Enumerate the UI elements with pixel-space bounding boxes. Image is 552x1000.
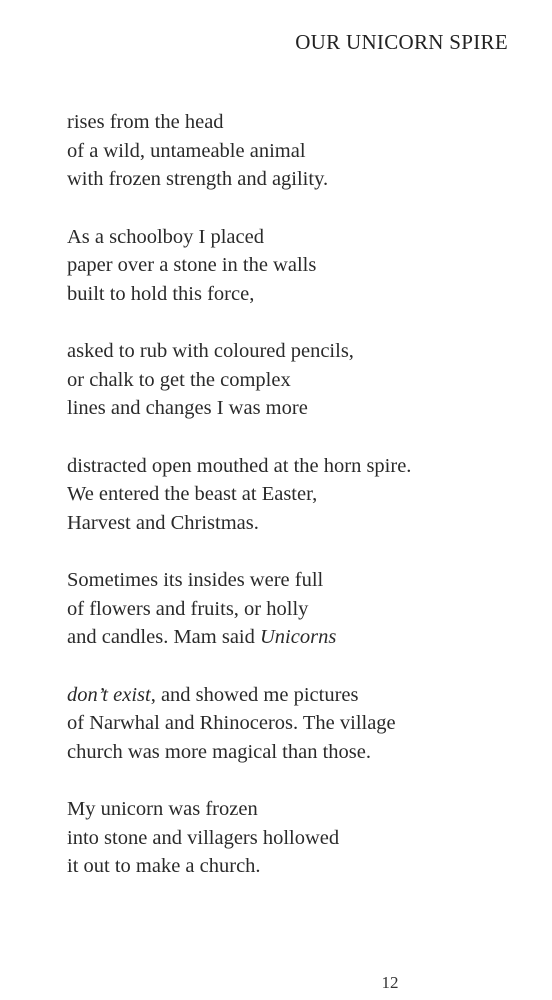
poem-line: paper over a stone in the walls [67,254,317,276]
stanza-6 [67,681,527,767]
poem-line: As a schoolboy I placed [67,225,264,248]
poem-line-text: and candles. Mam said [67,626,260,648]
poem-line-italic: don’t exist [67,683,151,706]
poem-line: church was more magical than those. [67,740,371,763]
poem-line: built to hold this force, [67,282,255,305]
running-head: OUR UNICORN SPIRE [295,30,508,54]
poem-line: with frozen strength and agility. [67,168,329,190]
poem-line: My unicorn was frozen [67,798,258,820]
poem-body [67,108,527,910]
poem-line: of a wild, untameable animal [67,139,306,162]
poem-line: it out to make a church. [67,855,261,877]
poem-line-text: , and showed me pictures [150,683,359,706]
poem-line-italic: Unicorns [260,626,337,648]
poem-line: of Narwhal and Rhinoceros. The village [67,712,396,734]
stanza-4 [67,452,527,538]
poem-line: We entered the beast at Easter, [67,483,318,505]
stanza-3 [67,337,527,423]
poem-line: lines and changes I was more [67,397,308,419]
poem-line: distracted open mouthed at the horn spire. [67,454,412,477]
poem-line: rises from the head [67,111,224,133]
poem-line [67,623,527,652]
poem-line: Sometimes its insides were full [67,569,324,591]
poem-line: of flowers and fruits, or holly [67,597,309,620]
poem-line [67,681,527,710]
poem-line: Harvest and Christmas. [67,511,259,534]
poem-line: or chalk to get the complex [67,368,291,391]
stanza-1 [67,108,527,194]
stanza-2 [67,223,527,309]
stanza-5 [67,566,527,652]
stanza-7 [67,795,527,881]
poem-line: into stone and villagers hollowed [67,826,340,849]
page-number: 12 [381,973,399,992]
poem-line: asked to rub with coloured pencils, [67,340,354,362]
